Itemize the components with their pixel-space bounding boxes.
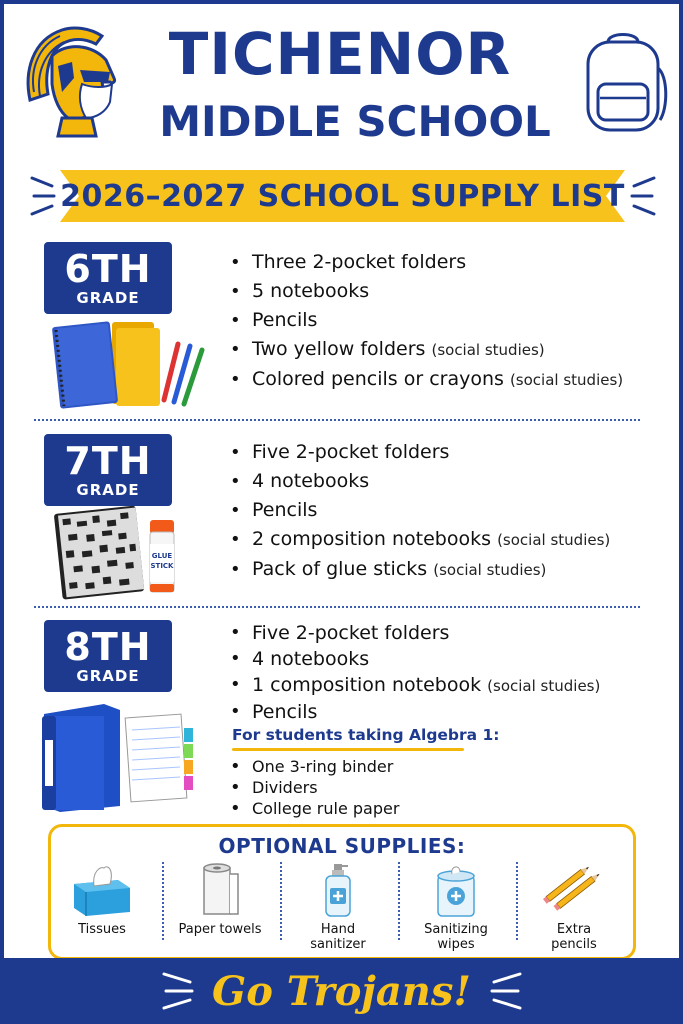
pencils-icon — [542, 862, 606, 918]
school-name-line2: MIDDLE SCHOOL — [159, 97, 551, 146]
list-item: • Three 2-pocket folders — [230, 248, 623, 277]
grade-number: 6TH — [64, 247, 152, 291]
grade-word: GRADE — [76, 481, 140, 499]
list-item: • 5 notebooks — [230, 277, 623, 306]
wipes-icon — [424, 862, 488, 918]
grade-8-badge — [44, 620, 172, 692]
grade-7-supplies-illustration — [50, 504, 180, 600]
tissue-box-icon — [70, 862, 134, 918]
grade-word: GRADE — [76, 289, 140, 307]
trojan-helmet-logo — [22, 22, 122, 142]
yellow-folders-icon — [112, 322, 160, 406]
binder-icon — [42, 704, 120, 812]
svg-text:GLUE: GLUE — [151, 552, 173, 560]
list-item: • College rule paper — [230, 798, 399, 819]
optional-item-extra-pencils — [516, 862, 632, 952]
spiral-notebook-icon — [52, 321, 118, 409]
list-item: • 4 notebooks — [230, 646, 600, 672]
section-divider — [34, 419, 640, 421]
list-item: • Five 2-pocket folders — [230, 438, 610, 467]
backpack-icon — [578, 28, 668, 138]
list-item: • Pencils — [230, 306, 623, 335]
optional-item-paper-towels — [162, 862, 278, 952]
composition-notebook-icon — [54, 506, 145, 600]
grade-number: 8TH — [64, 625, 152, 669]
footer-slogan: Go Trojans! — [212, 967, 471, 1015]
list-item: • Two yellow folders (social studies) — [230, 335, 623, 365]
grade-7-list — [230, 438, 610, 585]
grade-7-badge — [44, 434, 172, 506]
algebra-list — [230, 756, 399, 819]
optional-item-label: pencils — [551, 937, 597, 952]
list-item: • One 3-ring binder — [230, 756, 399, 777]
list-item: • 1 composition notebook (social studies) — [230, 672, 600, 699]
grade-6-badge — [44, 242, 172, 314]
optional-item-tissues — [44, 862, 160, 952]
list-item: • Dividers — [230, 777, 399, 798]
svg-text:STICK: STICK — [150, 562, 174, 570]
hand-sanitizer-icon — [306, 862, 370, 918]
left-sparkle-icon — [30, 174, 58, 218]
grade-8-list — [230, 620, 600, 725]
optional-item-sanitizing-wipes — [398, 862, 514, 952]
list-item: • Pencils — [230, 496, 610, 525]
list-item: • Pack of glue sticks (social studies) — [230, 555, 610, 585]
algebra-underline — [232, 748, 464, 751]
right-sparkle-icon — [628, 174, 656, 218]
list-item: • Pencils — [230, 699, 600, 725]
optional-item-label: Sanitizing — [424, 922, 488, 937]
paper-towel-icon — [188, 862, 252, 918]
optional-item-label: Paper towels — [178, 922, 262, 937]
school-name-line1: TICHENOR — [168, 20, 512, 88]
section-divider — [34, 606, 640, 608]
optional-item-label: wipes — [437, 937, 475, 952]
optional-supplies-title: OPTIONAL SUPPLIES: — [218, 834, 466, 858]
list-item: • Five 2-pocket folders — [230, 620, 600, 646]
list-item: • 4 notebooks — [230, 467, 610, 496]
grade-8-supplies-illustration — [34, 700, 200, 814]
grade-6-supplies-illustration — [50, 318, 210, 410]
algebra-heading: For students taking Algebra 1: — [232, 726, 500, 744]
optional-item-label: Hand — [320, 922, 356, 937]
list-item: • 2 composition notebooks (social studies) — [230, 525, 610, 555]
glue-stick-icon — [150, 520, 174, 592]
grade-word: GRADE — [76, 667, 140, 685]
optional-item-hand-sanitizer — [280, 862, 396, 952]
optional-item-label: sanitizer — [310, 937, 366, 952]
list-item: • Colored pencils or crayons (social studies) — [230, 365, 623, 395]
grade-number: 7TH — [64, 439, 152, 483]
dividers-icon — [125, 714, 193, 802]
supply-list-title: 2026–2027 SCHOOL SUPPLY LIST — [60, 178, 625, 214]
colored-pencils-icon — [164, 344, 202, 404]
optional-item-label: Extra — [556, 922, 592, 937]
optional-item-label: Tissues — [78, 922, 126, 937]
grade-6-list — [230, 248, 623, 395]
